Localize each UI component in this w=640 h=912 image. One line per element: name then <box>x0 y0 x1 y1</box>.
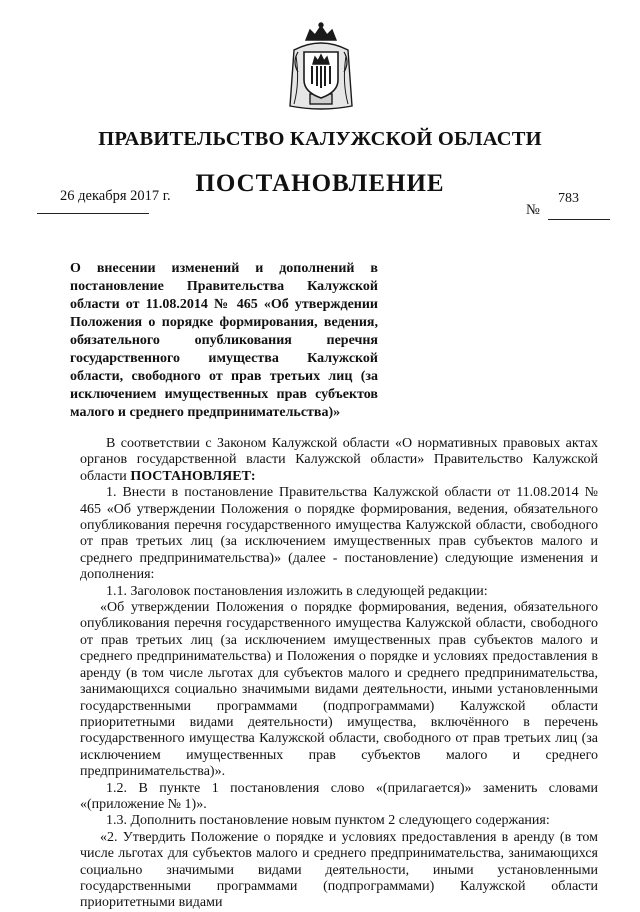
decree-date: 26 декабря 2017 г. <box>60 188 171 204</box>
decree-number: 783 <box>558 191 579 206</box>
coat-of-arms-emblem <box>286 22 356 114</box>
document-type-heading: ПОСТАНОВЛЕНИЕ <box>195 170 445 197</box>
decree-word: ПОСТАНОВЛЯЕТ: <box>130 468 256 484</box>
paragraph-1: 1. Внести в постановление Правительства Калужской области от 11.08.2014 № 465 «Об утверждении Положения о порядке формирования, ведения, обязательного опубликования перечня государственного имущества Калужской области, свободного от прав третьих лиц (за исключением имущественных прав субъектов малого и среднего предпринимательства)» (далее - постановление) следующие изменения и дополнения: <box>80 485 598 583</box>
preamble-text: В соответствии с Законом Калужской области «О нормативных правовых актах органов государственной власти Калужской области» Правительство Калужской области <box>80 436 598 484</box>
paragraph-1-3-quote: «2. Утвердить Положение о порядке и условиях предоставления в аренду (в том числе льготах для субъектов малого и среднего предпринимательства, занимающихся социально значимыми видами деятельности, иными установленными государственными программами (подпрограммами) Калужской области приоритетными видами <box>80 829 598 911</box>
paragraph-1-3: 1.3. Дополнить постановление новым пунктом 2 следующего содержания: <box>106 813 550 829</box>
preamble-paragraph <box>80 436 598 485</box>
date-underline <box>37 213 149 214</box>
decree-body <box>80 436 598 912</box>
number-sign: № <box>526 202 540 218</box>
paragraph-1-2: 1.2. В пункте 1 постановления слово «(прилагается)» заменить словами «(приложение № 1)». <box>80 780 598 812</box>
government-name: ПРАВИТЕЛЬСТВО КАЛУЖСКОЙ ОБЛАСТИ <box>98 128 542 150</box>
paragraph-1-1: 1.1. Заголовок постановления изложить в следующей редакции: <box>106 583 488 599</box>
decree-subject: О внесении изменений и дополнений в постановление Правительства Калужской области от 11.08.2014 № 465 «Об утверждении Положения о порядке формирования, ведения, обязательного опубликования перечня государственного имущества Калужской области, свободного от прав третьих лиц (за исключением имущественных прав субъектов малого и среднего предпринимательства)» <box>70 261 378 420</box>
number-underline <box>548 219 610 220</box>
paragraph-1-1-quote: «Об утверждении Положения о порядке формирования, ведения, обязательного опубликования перечня государственного имущества Калужской области, свободного от прав третьих лиц (за исключением имущественных прав субъектов малого и среднего предпринимательства) и Положения о порядке и условиях предоставления в аренду (в том числе льготах для субъектов малого и среднего предпринимательства, занимающихся социально значимыми видами деятельности, иными установленными государственными программами (подпрограммами) Калужской области приоритетными видами деятельности) имущества, включённого в перечень государственного имущества Калужской области, свободного от прав третьих лиц (за исключением имущественных прав субъектов малого и среднего предпринимательства)». <box>80 600 598 780</box>
